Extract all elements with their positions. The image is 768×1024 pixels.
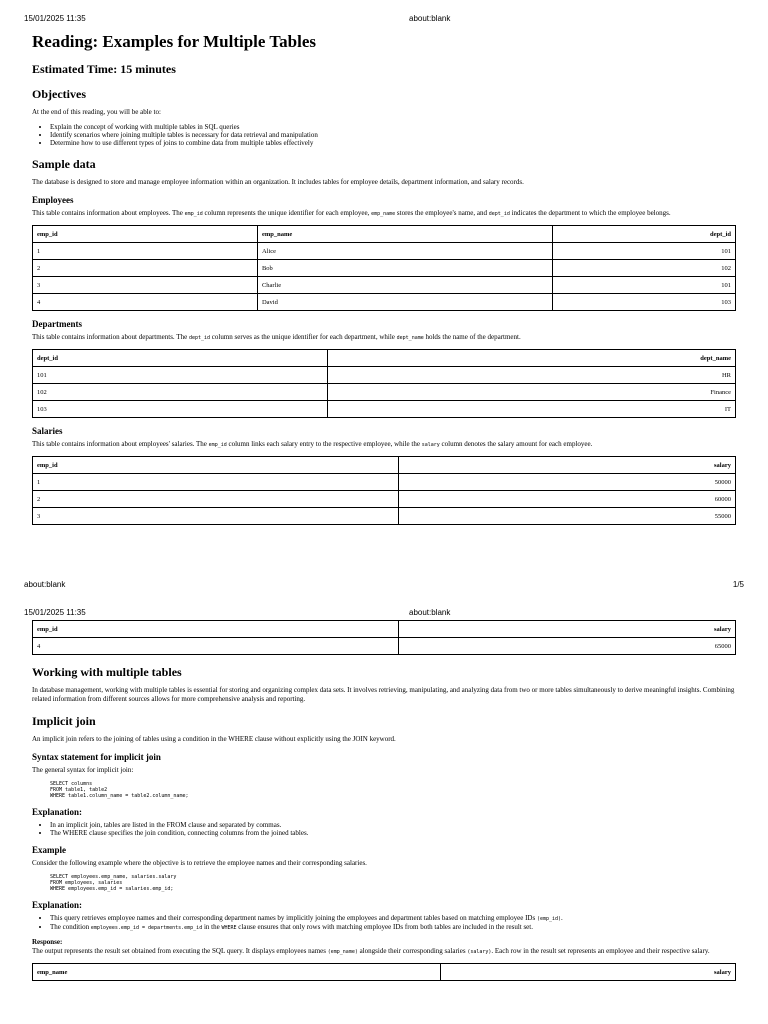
table-cell: 1 (33, 474, 399, 491)
example-heading: Example (32, 845, 67, 855)
list-item: • In an implicit join, tables are listed in the FROM clause and separated by commas. (50, 821, 736, 829)
table-cell: 50000 (398, 474, 735, 491)
departments-desc: This table contains information about departments. The dept_id column serves as the unique identifier for each department, while dept_name holds the name of the department. (32, 333, 521, 341)
column-header: emp_id (33, 621, 399, 638)
page-2-content (32, 618, 736, 989)
column-header: salary (398, 457, 735, 474)
departments-heading: Departments (32, 319, 82, 329)
table-cell: HR (328, 367, 736, 384)
table-header-row (33, 226, 736, 243)
employees-table (32, 225, 736, 311)
table-row (33, 294, 736, 311)
employees-heading: Employees (32, 195, 74, 205)
table-cell: David (257, 294, 552, 311)
example-code-block: SELECT employees.emp_name, salaries.salary FROM employees, salaries WHERE employees.emp_id = salaries.emp_id; (50, 874, 177, 892)
table-cell: 101 (553, 243, 736, 260)
working-text: In database management, working with multiple tables is essential for storing and organizing complex data sets. It involves retrieving, manipulating, and analyzing data from two or more tables simultaneously to derive meaningful insights. Combining related information from different sources allows for more comprehensive analysis and reporting. (32, 686, 735, 703)
objectives-list (32, 123, 736, 147)
table-header-row (33, 621, 736, 638)
salaries-table (32, 456, 736, 525)
column-header: emp_name (33, 964, 441, 981)
sample-data-intro: The database is designed to store and manage employee information within an organization. It includes tables for employee details, department information, and salary records. (32, 178, 524, 186)
print-page-2 (0, 600, 768, 1024)
table-cell: Alice (257, 243, 552, 260)
table-cell: 2 (33, 260, 258, 277)
response-heading: Response: (32, 938, 63, 946)
syntax-heading: Syntax statement for implicit join (32, 752, 161, 762)
page-number: 1/5 (732, 580, 744, 589)
table-row (33, 491, 736, 508)
table-cell: Finance (328, 384, 736, 401)
table-cell: 3 (33, 508, 399, 525)
table-cell: Charlie (257, 277, 552, 294)
list-item: • The WHERE clause specifies the join condition, connecting columns from the joined tables. (50, 829, 736, 837)
table-row (33, 367, 736, 384)
syntax-intro: The general syntax for implicit join: (32, 766, 134, 774)
table-row (33, 260, 736, 277)
list-item: • This query retrieves employee names and their corresponding department names by implicitly joining the employees and department tables based on matching employee IDs (emp_id). (50, 914, 736, 923)
list-item: • Identify scenarios where joining multiple tables is necessary for data retrieval and manipulation (50, 131, 736, 139)
print-footer (24, 580, 744, 592)
implicit-join-text: An implicit join refers to the joining of tables using a condition in the WHERE clause without explicitly using the JOIN keyword. (32, 735, 396, 743)
table-row (33, 474, 736, 491)
objectives-heading: Objectives (32, 87, 86, 101)
sample-data-heading: Sample data (32, 157, 96, 171)
explanation-heading: Explanation: (32, 807, 83, 817)
print-datetime: 15/01/2025 11:35 (24, 608, 86, 617)
print-header (24, 14, 744, 26)
table-cell: 4 (33, 294, 258, 311)
table-cell: 55000 (398, 508, 735, 525)
table-cell: 1 (33, 243, 258, 260)
print-url: about:blank (409, 14, 451, 23)
departments-table (32, 349, 736, 418)
print-url: about:blank (409, 608, 451, 617)
salaries-table-continued (32, 620, 736, 655)
print-datetime: 15/01/2025 11:35 (24, 14, 86, 23)
table-cell: 101 (553, 277, 736, 294)
table-cell: 60000 (398, 491, 735, 508)
column-header: emp_id (33, 226, 258, 243)
table-cell: 101 (33, 367, 328, 384)
column-header: salary (440, 964, 735, 981)
table-cell: 102 (553, 260, 736, 277)
column-header: emp_id (33, 457, 399, 474)
table-header-row (33, 964, 736, 981)
list-item: • Explain the concept of working with multiple tables in SQL queries (50, 123, 736, 131)
table-cell: 2 (33, 491, 399, 508)
footer-url: about:blank (24, 580, 66, 589)
table-cell: IT (328, 401, 736, 418)
list-item: • The condition employees.emp_id = departments.emp_id in the WHERE clause ensures that only rows with matching employee IDs from both tables are included in the result set. (50, 923, 736, 932)
column-header: dept_id (33, 350, 328, 367)
column-header: salary (398, 621, 735, 638)
column-header: emp_name (257, 226, 552, 243)
salaries-desc: This table contains information about employees' salaries. The emp_id column links each salary entry to the respective employee, while the salary column denotes the salary amount for each employee. (32, 440, 593, 448)
table-row (33, 638, 736, 655)
page-title: Reading: Examples for Multiple Tables (32, 32, 316, 51)
table-row (33, 384, 736, 401)
column-header: dept_name (328, 350, 736, 367)
table-header-row (33, 350, 736, 367)
table-cell: 4 (33, 638, 399, 655)
syntax-code-block: SELECT columns FROM table1, table2 WHERE table1.column_name = table2.column_name; (50, 781, 189, 799)
explanation-list (32, 821, 736, 837)
implicit-join-heading: Implicit join (32, 714, 96, 728)
table-row (33, 243, 736, 260)
response-text: The output represents the result set obtained from executing the SQL query. It displays employees names (emp_name) alongside their corresponding salaries (salary). Each row in the result set represents an employee and their respective salary. (32, 947, 710, 955)
table-row (33, 508, 736, 525)
table-cell: 65000 (398, 638, 735, 655)
table-cell: 103 (553, 294, 736, 311)
table-row (33, 401, 736, 418)
explanation2-heading: Explanation: (32, 900, 83, 910)
table-header-row (33, 457, 736, 474)
explanation2-list (32, 914, 736, 932)
estimated-time: Estimated Time: 15 minutes (32, 62, 176, 76)
employees-desc: This table contains information about employees. The emp_id column represents the unique identifier for each employee, emp_name stores the employee's name, and dept_id indicates the department to which the employee belongs. (32, 209, 671, 217)
table-cell: 3 (33, 277, 258, 294)
table-cell: Bob (257, 260, 552, 277)
table-cell: 102 (33, 384, 328, 401)
table-cell: 103 (33, 401, 328, 418)
column-header: dept_id (553, 226, 736, 243)
example-intro: Consider the following example where the objective is to retrieve the employee names and their corresponding salaries. (32, 859, 367, 867)
result-table (32, 963, 736, 981)
working-heading: Working with multiple tables (32, 665, 182, 679)
list-item: • Determine how to use different types of joins to combine data from multiple tables effectively (50, 139, 736, 147)
salaries-heading: Salaries (32, 426, 63, 436)
table-row (33, 277, 736, 294)
objectives-intro: At the end of this reading, you will be able to: (32, 108, 161, 116)
page-1-content (32, 32, 736, 533)
